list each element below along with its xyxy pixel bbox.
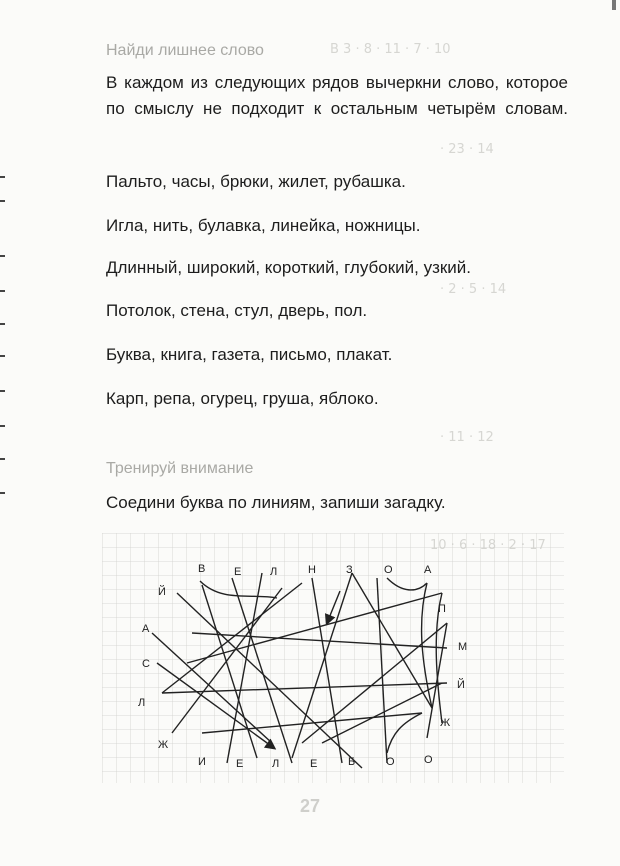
odd-word-instruction: В каждом из следующих рядов вычеркни слово, которое по смыслу не подходит к остальным четырём словам.: [106, 73, 568, 118]
word-row-1[interactable]: Пальто, часы, брюки, жилет, рубашка.: [106, 172, 406, 191]
puzzle-letter: Н: [308, 564, 316, 576]
corner-mark: [612, 0, 616, 10]
puzzle-letter: Ж: [440, 717, 451, 729]
puzzle-letter: Й: [457, 679, 465, 691]
word-row-5[interactable]: Буква, книга, газета, письмо, плакат.: [106, 345, 393, 364]
attention-instruction: Соедини буква по линиям, запиши загадку.: [106, 493, 446, 512]
puzzle-letter: О: [424, 754, 433, 766]
puzzle-letter: Б: [348, 756, 356, 768]
margin-mark: [0, 390, 5, 392]
margin-mark: [0, 290, 5, 292]
puzzle-letter: Е: [234, 566, 242, 578]
puzzle-letter: Е: [236, 758, 244, 770]
page-number: 27: [299, 796, 321, 816]
puzzle-letter: А: [424, 564, 432, 576]
margin-mark: [0, 176, 5, 178]
puzzle-letter: В: [198, 563, 206, 575]
puzzle-letter: М: [458, 641, 468, 653]
bleed-through-text: · 23 · 14: [440, 142, 494, 157]
margin-mark: [0, 323, 5, 325]
puzzle-letter: З: [346, 564, 353, 576]
margin-mark: [0, 200, 5, 202]
puzzle-letter: Л: [272, 758, 280, 770]
puzzle-letter: Й: [158, 586, 166, 598]
letter-line-puzzle[interactable]: [102, 533, 564, 783]
bleed-through-text: В 3 · 8 · 11 · 7 · 10: [330, 42, 451, 57]
puzzle-letter: Л: [270, 566, 278, 578]
section-title-attention: Тренируй внимание: [106, 460, 254, 477]
puzzle-letter: А: [142, 623, 150, 635]
word-row-4[interactable]: Потолок, стена, стул, дверь, пол.: [106, 301, 368, 320]
section-title-odd-word: Найди лишнее слово: [106, 42, 264, 59]
puzzle-letter: Л: [138, 697, 146, 709]
bleed-through-text: · 11 · 12: [440, 430, 494, 445]
margin-mark: [0, 355, 5, 357]
puzzle-letter: О: [384, 564, 393, 576]
graph-paper-grid: [102, 533, 564, 783]
puzzle-letter: Ж: [158, 739, 169, 751]
word-row-3[interactable]: Длинный, широкий, короткий, глубокий, узкий.: [106, 258, 472, 277]
puzzle-letter: П: [438, 603, 446, 615]
margin-mark: [0, 255, 5, 257]
margin-mark: [0, 425, 5, 427]
margin-mark: [0, 458, 5, 460]
puzzle-letter: Е: [310, 758, 318, 770]
bleed-through-text: · 2 · 5 · 14: [440, 282, 507, 297]
puzzle-letter: С: [142, 658, 150, 670]
margin-mark: [0, 492, 5, 494]
puzzle-letter: О: [386, 756, 395, 768]
puzzle-letter: И: [198, 756, 206, 768]
word-row-2[interactable]: Игла, нить, булавка, линейка, ножницы.: [106, 216, 421, 235]
word-row-6[interactable]: Карп, репа, огурец, груша, яблоко.: [106, 389, 379, 408]
